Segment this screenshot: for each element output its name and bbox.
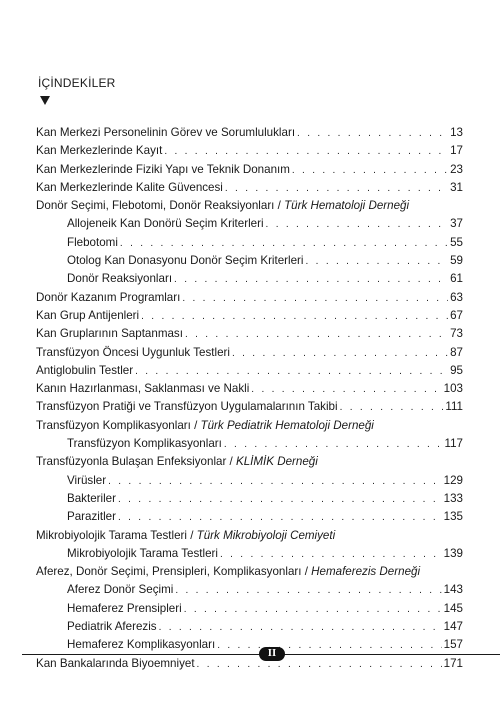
toc-entry[interactable] bbox=[36, 636, 463, 654]
toc-entry-page: 67 bbox=[450, 308, 463, 322]
toc-entry-page: 31 bbox=[450, 180, 463, 194]
toc-entry-title bbox=[36, 325, 183, 343]
toc-entry-title bbox=[36, 380, 249, 398]
toc-entry[interactable] bbox=[36, 618, 463, 636]
dot-leader bbox=[292, 162, 448, 179]
toc-entry-title-text: Flebotomi bbox=[67, 235, 118, 249]
toc-entry-page: 143 bbox=[443, 583, 463, 597]
dot-leader bbox=[297, 125, 448, 142]
toc-entry-page: 171 bbox=[443, 656, 463, 670]
toc-entry[interactable] bbox=[36, 545, 463, 563]
toc-entry[interactable] bbox=[36, 325, 463, 343]
dot-leader bbox=[120, 235, 448, 252]
toc-entry-organization: Hemaferezis Derneği bbox=[311, 565, 421, 579]
dot-leader bbox=[197, 656, 442, 673]
dot-leader bbox=[251, 381, 441, 398]
toc-entry-page: 37 bbox=[450, 217, 463, 231]
toc-entry-title-text: Kanın Hazırlanması, Saklanması ve Nakli bbox=[36, 382, 250, 396]
dot-leader bbox=[135, 363, 448, 380]
toc-entry-title-text: Kan Grup Antijenleri bbox=[36, 308, 140, 322]
toc-entry-page: 103 bbox=[443, 382, 463, 396]
toc-entry-title bbox=[67, 508, 116, 526]
toc-entry[interactable] bbox=[36, 563, 463, 581]
toc-entry-title-text: Kan Merkezlerinde Fiziki Yapı ve Teknik Donanım bbox=[36, 162, 290, 176]
toc-entry-page: 147 bbox=[443, 620, 463, 634]
toc-entry-page: 129 bbox=[443, 473, 463, 487]
toc-entry-page: 87 bbox=[450, 345, 463, 359]
toc-entry[interactable] bbox=[36, 344, 463, 362]
toc-entry-page: 59 bbox=[450, 254, 463, 268]
toc-entry-title bbox=[67, 545, 218, 563]
toc-entry-title bbox=[36, 344, 230, 362]
toc-entry-page: 61 bbox=[450, 272, 463, 286]
dot-leader bbox=[175, 582, 441, 599]
toc-entry-title bbox=[67, 270, 172, 288]
toc-entry-title-text: Hemaferez Prensipleri bbox=[67, 601, 182, 615]
toc-entry-title-text: Kan Merkezlerinde Kayıt bbox=[36, 144, 163, 158]
toc-entry-title-text: Kan Gruplarının Saptanması bbox=[36, 327, 183, 341]
toc-entry-page: 111 bbox=[445, 400, 463, 414]
page-title: İÇİNDEKİLER bbox=[38, 76, 116, 90]
toc-entry[interactable] bbox=[36, 234, 463, 252]
toc-entry[interactable] bbox=[36, 252, 463, 270]
toc-entry-title-text: Donör Reaksiyonları bbox=[67, 272, 173, 286]
toc-entry-title-text: Transfüzyon Komplikasyonları / bbox=[36, 418, 201, 432]
toc-entry-title bbox=[67, 472, 106, 490]
toc-entry-page: 13 bbox=[450, 126, 463, 139]
toc-entry[interactable] bbox=[36, 508, 463, 526]
dot-leader bbox=[232, 345, 448, 362]
toc-entry-title bbox=[36, 398, 338, 416]
toc-entry-title-text: Mikrobiyolojik Tarama Testleri / bbox=[36, 528, 197, 542]
toc-entry-page: 95 bbox=[450, 363, 463, 377]
toc-entry-title bbox=[67, 435, 222, 453]
toc-entry-title bbox=[36, 179, 223, 197]
toc-entry-title bbox=[36, 197, 409, 215]
toc-entry[interactable] bbox=[36, 490, 463, 508]
toc-entry-title bbox=[36, 417, 374, 435]
toc-entry[interactable] bbox=[36, 289, 463, 307]
table-of-contents bbox=[36, 124, 463, 673]
toc-entry-title bbox=[36, 453, 318, 471]
toc-entry-title bbox=[67, 234, 118, 252]
toc-entry-title bbox=[67, 618, 157, 636]
toc-entry[interactable] bbox=[36, 398, 463, 416]
down-arrow-icon bbox=[40, 96, 50, 105]
toc-entry-organization: Türk Pediatrik Hematoloji Derneği bbox=[200, 418, 374, 432]
dot-leader bbox=[182, 290, 448, 307]
dot-leader bbox=[174, 271, 448, 288]
toc-entry[interactable] bbox=[36, 161, 463, 179]
toc-entry-page: 135 bbox=[443, 510, 463, 524]
toc-entry-title bbox=[67, 636, 215, 654]
dot-leader bbox=[340, 399, 444, 416]
toc-entry-page: 73 bbox=[450, 327, 463, 341]
toc-entry-title-text: Hemaferez Komplikasyonları bbox=[67, 638, 216, 652]
toc-entry[interactable] bbox=[36, 380, 463, 398]
toc-entry-title-text: Pediatrik Aferezis bbox=[67, 620, 157, 634]
toc-entry-page: 55 bbox=[450, 235, 463, 249]
toc-entry-page: 157 bbox=[443, 638, 463, 652]
toc-entry-organization: Türk Mikrobiyoloji Cemiyeti bbox=[196, 528, 336, 542]
toc-entry-title-text: Antiglobulin Testler bbox=[36, 363, 134, 377]
dot-leader bbox=[118, 491, 442, 508]
toc-entry[interactable] bbox=[36, 581, 463, 599]
dot-leader bbox=[185, 326, 448, 343]
dot-leader bbox=[225, 180, 448, 197]
dot-leader bbox=[217, 637, 441, 654]
toc-entry-title bbox=[36, 161, 290, 179]
toc-entry-title bbox=[67, 581, 173, 599]
toc-entry[interactable] bbox=[36, 307, 463, 325]
toc-entry-title-text: Virüsler bbox=[67, 473, 107, 487]
toc-entry-title bbox=[67, 600, 182, 618]
toc-entry-title bbox=[36, 124, 295, 142]
toc-entry-title-text: Kan Bankalarında Biyoemniyet bbox=[36, 656, 195, 670]
toc-entry-title bbox=[67, 252, 304, 270]
toc-entry-title bbox=[36, 307, 139, 325]
toc-entry-page: 117 bbox=[444, 437, 463, 451]
toc-entry-title bbox=[36, 289, 180, 307]
toc-entry[interactable] bbox=[36, 215, 463, 233]
toc-entry-title-text: Otolog Kan Donasyonu Donör Seçim Kriterleri bbox=[67, 254, 304, 268]
toc-entry-organization: KLİMİK Derneği bbox=[236, 455, 318, 469]
toc-entry-title bbox=[36, 362, 133, 380]
toc-entry-title-text: Transfüzyon Pratiği ve Transfüzyon Uygulamalarının Takibi bbox=[36, 400, 338, 414]
dot-leader bbox=[118, 509, 442, 526]
toc-entry-title-text: Bakteriler bbox=[67, 491, 116, 505]
toc-entry[interactable] bbox=[36, 600, 463, 618]
toc-entry[interactable] bbox=[36, 453, 463, 471]
dot-leader bbox=[141, 308, 448, 325]
toc-entry-title bbox=[67, 490, 116, 508]
toc-entry-title bbox=[67, 215, 264, 233]
toc-entry[interactable] bbox=[36, 142, 463, 160]
toc-entry-page: 17 bbox=[450, 144, 463, 158]
toc-entry[interactable] bbox=[36, 417, 463, 435]
toc-entry[interactable] bbox=[36, 124, 463, 142]
toc-entry-title-text: Mikrobiyolojik Tarama Testleri bbox=[67, 546, 218, 560]
dot-leader bbox=[220, 546, 442, 563]
toc-entry[interactable] bbox=[36, 655, 463, 673]
toc-entry-title bbox=[36, 563, 420, 581]
toc-entry-title-text: Kan Merkezi Personelinin Görev ve Sorumlulukları bbox=[36, 126, 296, 139]
dot-leader bbox=[306, 253, 449, 270]
toc-entry[interactable] bbox=[36, 179, 463, 197]
dot-leader bbox=[224, 436, 443, 453]
toc-entry-title bbox=[36, 527, 335, 545]
page-number: II bbox=[259, 647, 285, 661]
toc-entry-title-text: Donör Kazanım Programları bbox=[36, 290, 181, 304]
toc-entry[interactable] bbox=[36, 527, 463, 545]
toc-entry-page: 63 bbox=[450, 290, 463, 304]
toc-entry[interactable] bbox=[36, 197, 463, 215]
toc-entry-page: 133 bbox=[443, 491, 463, 505]
toc-entry[interactable] bbox=[36, 362, 463, 380]
toc-entry-title-text: Parazitler bbox=[67, 510, 116, 524]
toc-entry-page: 145 bbox=[443, 601, 463, 615]
toc-entry-title-text: Aferez, Donör Seçimi, Prensipleri, Komplikasyonları / bbox=[36, 565, 312, 579]
toc-entry-title-text: Kan Merkezlerinde Kalite Güvencesi bbox=[36, 180, 223, 194]
toc-entry-title-text: Transfüzyon Öncesi Uygunluk Testleri bbox=[36, 345, 230, 359]
toc-entry-page: 23 bbox=[450, 162, 463, 176]
toc-entry-title-text: Aferez Donör Seçimi bbox=[67, 583, 174, 597]
toc-entry-organization: Türk Hematoloji Derneği bbox=[284, 199, 410, 213]
dot-leader bbox=[266, 216, 449, 233]
dot-leader bbox=[164, 143, 448, 160]
toc-entry-page: 139 bbox=[443, 546, 463, 560]
toc-entry[interactable] bbox=[36, 435, 463, 453]
dot-leader bbox=[108, 473, 442, 490]
dot-leader bbox=[159, 619, 442, 636]
toc-entry[interactable] bbox=[36, 472, 463, 490]
toc-entry-title bbox=[36, 142, 162, 160]
toc-entry-title-text: Donör Seçimi, Flebotomi, Donör Reaksiyonları / bbox=[36, 199, 285, 213]
toc-entry-title-text: Allojeneik Kan Donörü Seçim Kriterleri bbox=[67, 217, 264, 231]
toc-entry-title-text: Transfüzyonla Bulaşan Enfeksiyonlar / bbox=[36, 455, 236, 469]
toc-entry-title bbox=[36, 655, 195, 673]
toc-entry[interactable] bbox=[36, 270, 463, 288]
toc-entry-title-text: Transfüzyon Komplikasyonları bbox=[67, 437, 222, 451]
dot-leader bbox=[184, 601, 442, 618]
